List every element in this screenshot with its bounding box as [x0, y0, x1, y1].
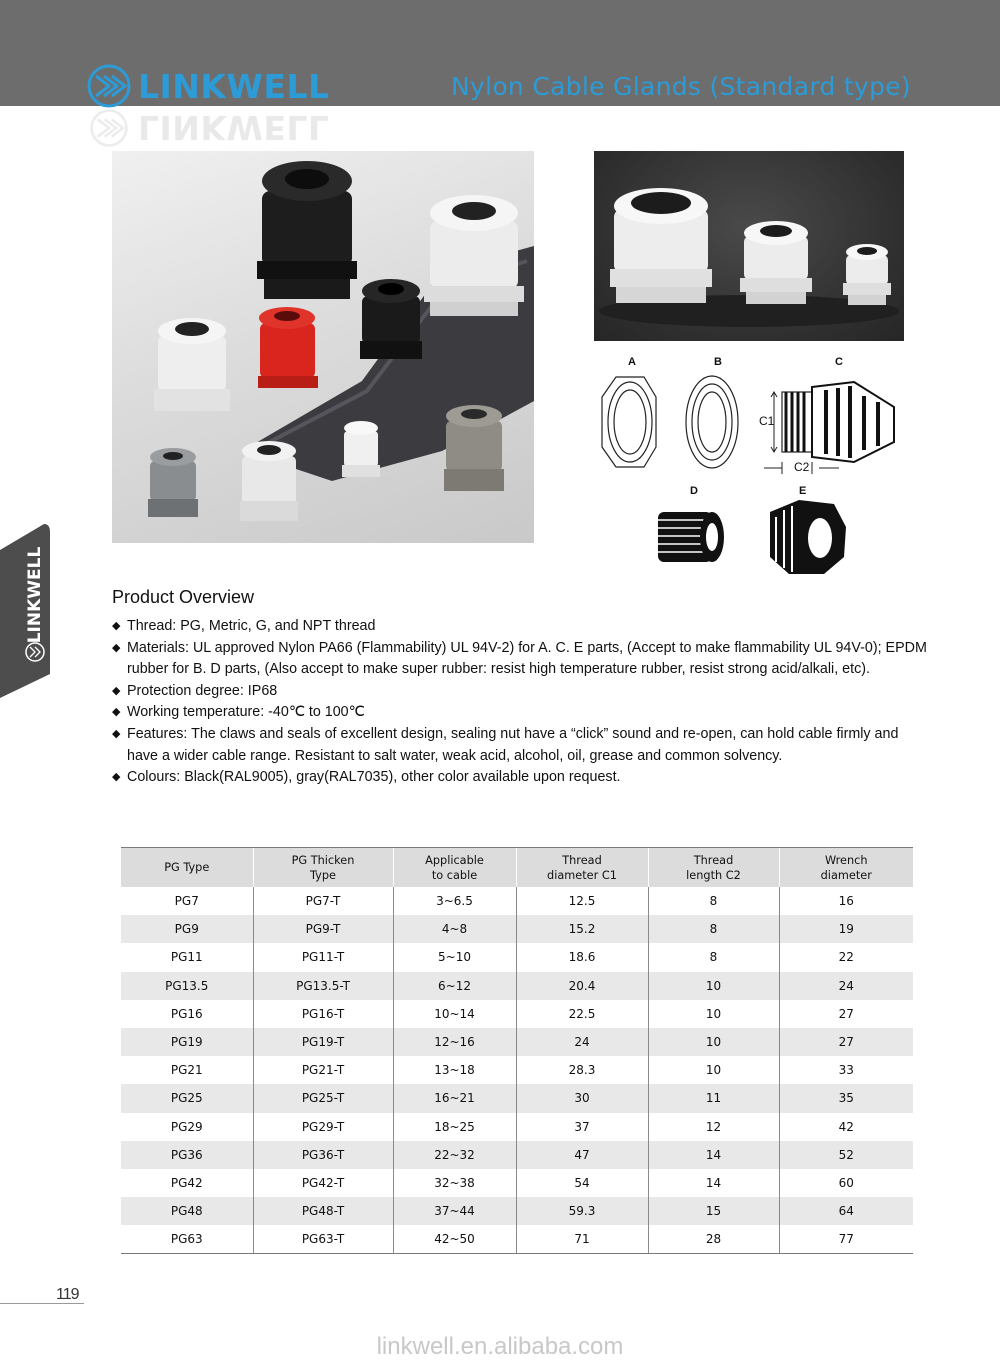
- cell-pg-type: PG21: [170, 1063, 203, 1078]
- cell-wrench-diameter: 27: [779, 1000, 913, 1028]
- table-header-row: [121, 848, 913, 888]
- cell-thread-diameter: 47: [516, 1141, 648, 1169]
- spec-table-body: [121, 887, 913, 1254]
- overview-title: Product Overview: [112, 587, 255, 607]
- cell-pg-type: PG19: [121, 1028, 253, 1056]
- cell-thread-length: 8: [648, 943, 779, 971]
- cell-pg-thicken-type: PG29-T: [253, 1113, 393, 1141]
- table-row: [121, 1225, 913, 1254]
- cell-pg-thicken-type: PG16-T: [253, 1000, 393, 1028]
- diagram-label-a: A: [628, 356, 636, 368]
- parts-diagram: [594, 352, 914, 582]
- cell-thread-length: 12: [648, 1113, 779, 1141]
- table-row: [121, 1028, 913, 1056]
- cell-pg-thicken-type: PG21-T: [253, 1056, 393, 1084]
- cell-pg-type: PG16: [170, 1006, 203, 1021]
- cell-applicable-cable: 18~25: [393, 1113, 516, 1141]
- dimension-c1-label: C1: [759, 414, 775, 428]
- cell-wrench-diameter: 35: [779, 1084, 913, 1112]
- cell-applicable-cable: 13~18: [393, 1056, 516, 1084]
- table-row: [121, 943, 913, 971]
- cell-pg-type: PG25: [121, 1084, 253, 1112]
- diagram-label-e: E: [799, 485, 807, 497]
- cell-pg-type: PG13.5: [121, 972, 253, 1000]
- cell-applicable-cable: 4~8: [393, 915, 516, 943]
- cell-thread-diameter: 54: [516, 1169, 648, 1197]
- cell-pg-thicken-type: PG13.5-T: [253, 972, 393, 1000]
- product-photo-white-glands: [594, 151, 904, 341]
- cell-wrench-diameter: 64: [779, 1197, 913, 1225]
- table-row: [121, 1084, 913, 1112]
- cell-pg-thicken-type: PG19-T: [253, 1028, 393, 1056]
- table-row: [121, 1169, 913, 1197]
- part-a-locknut-drawing: [602, 377, 656, 467]
- cell-pg-type: PG36: [121, 1141, 253, 1169]
- cell-thread-diameter: 15.2: [516, 915, 648, 943]
- brand-logo-reflection: [86, 108, 330, 148]
- cell-wrench-diameter: 24: [779, 972, 913, 1000]
- cell-wrench-diameter: 33: [779, 1056, 913, 1084]
- cell-applicable-cable: 10~14: [393, 1000, 516, 1028]
- col-header-pg-type: PG Type: [121, 848, 253, 888]
- table-row: [121, 1000, 913, 1028]
- table-row: [121, 1056, 913, 1084]
- overview-list: [112, 616, 932, 789]
- cell-applicable-cable: 32~38: [393, 1169, 516, 1197]
- cell-thread-length: 14: [648, 1141, 779, 1169]
- cell-thread-length: 11: [648, 1084, 779, 1112]
- page-number: 119: [56, 1286, 79, 1303]
- cell-pg-thicken-type: PG9-T: [253, 915, 393, 943]
- table-row: [121, 1141, 913, 1169]
- overview-item-temperature: ◆ Working temperature: -40℃ to 100℃: [112, 702, 932, 724]
- cell-wrench-diameter: 19: [779, 915, 913, 943]
- cell-pg-thicken-type: PG48-T: [253, 1197, 393, 1225]
- brand-logo: [86, 62, 330, 110]
- footer-url: linkwell.en.alibaba.com: [376, 1333, 624, 1360]
- col-header-thread-length: Thread length C2: [648, 848, 779, 888]
- brand-name-reflection: LINKWELL: [138, 108, 330, 148]
- page-title: Nylon Cable Glands (Standard type): [450, 72, 911, 101]
- table-row: [121, 915, 913, 943]
- cell-thread-length: 10: [648, 1000, 779, 1028]
- cell-thread-diameter: 24: [516, 1028, 648, 1056]
- cell-thread-length: 8: [648, 915, 779, 943]
- cell-thread-diameter: 18.6: [516, 943, 648, 971]
- overview-item-thread: ◆ Thread: PG, Metric, G, and NPT thread: [112, 616, 932, 638]
- cell-wrench-diameter: 60: [779, 1169, 913, 1197]
- cell-pg-type: PG9: [121, 915, 253, 943]
- cell-thread-diameter: 12.5: [516, 887, 648, 915]
- product-photo-assortment: [112, 151, 534, 543]
- cell-pg-type: PG7: [174, 894, 199, 909]
- spec-table: [121, 847, 913, 1254]
- cell-thread-length: 15: [648, 1197, 779, 1225]
- overview-item-colours: ◆ Colours: Black(RAL9005), gray(RAL7035), other color available upon request.: [112, 767, 932, 789]
- cell-thread-diameter: 37: [516, 1113, 648, 1141]
- cell-thread-length: 10: [648, 1056, 779, 1084]
- overview-item-materials: ◆ Materials: UL approved Nylon PA66 (Flammability) UL 94V-2) for A. C. E parts, (Accept to make flammability UL 94V-0); EPDM rubber for B. D parts, (Also accept to make super rubber: resist high temperature rubber, resist strong acid/alkali, etc).: [112, 638, 932, 681]
- cell-thread-length: 10: [648, 1028, 779, 1056]
- table-row: [121, 1197, 913, 1225]
- diagram-label-d: D: [690, 485, 698, 497]
- cell-pg-thicken-type: PG36-T: [253, 1141, 393, 1169]
- cell-pg-thicken-type: PG7-T: [253, 887, 393, 915]
- linkwell-logo-icon: [86, 63, 132, 109]
- dimension-c2-label: C2: [794, 460, 810, 474]
- cell-wrench-diameter: 42: [779, 1113, 913, 1141]
- part-e-capnut-drawing: [770, 500, 846, 574]
- part-c-body-drawing: [764, 382, 894, 474]
- cell-pg-thicken-type: PG11-T: [253, 943, 393, 971]
- brand-name: LINKWELL: [138, 66, 330, 106]
- cell-thread-length: 10: [648, 972, 779, 1000]
- cell-applicable-cable: 37~44: [393, 1197, 516, 1225]
- cell-wrench-diameter: 16: [779, 887, 913, 915]
- side-tab-label: LINKWELL: [25, 546, 45, 644]
- page-number-rule: [0, 1303, 84, 1304]
- cell-applicable-cable: 42~50: [393, 1225, 516, 1254]
- part-d-insert-drawing: [658, 512, 724, 562]
- col-header-applicable-cable: Applicable to cable: [393, 848, 516, 888]
- cell-applicable-cable: 12~16: [393, 1028, 516, 1056]
- table-row: [121, 1113, 913, 1141]
- cell-wrench-diameter: 77: [779, 1225, 913, 1254]
- cell-wrench-diameter: 22: [779, 943, 913, 971]
- cell-pg-type: PG48: [121, 1197, 253, 1225]
- diagram-label-c: C: [835, 356, 843, 368]
- cell-pg-thicken-type: PG63-T: [253, 1225, 393, 1254]
- cell-pg-type: PG42: [170, 1175, 203, 1190]
- table-row: [121, 887, 913, 915]
- cell-wrench-diameter: 52: [779, 1141, 913, 1169]
- overview-item-protection: ◆ Protection degree: IP68: [112, 681, 932, 703]
- table-row: [121, 972, 913, 1000]
- cell-thread-diameter: 71: [516, 1225, 648, 1254]
- cell-thread-diameter: 20.4: [516, 972, 648, 1000]
- cell-applicable-cable: 16~21: [393, 1084, 516, 1112]
- col-header-thread-diameter: Thread diameter C1: [516, 848, 648, 888]
- cell-thread-length: 28: [648, 1225, 779, 1254]
- col-header-pg-thicken-type: PG Thicken Type: [253, 848, 393, 888]
- part-b-seal-drawing: [686, 376, 738, 468]
- overview-item-features: ◆ Features: The claws and seals of excellent design, sealing nut have a “click” sound and re-open, can hold cable firmly and have a wider cable range. Resistant to salt water, weak acid, alcohol, oil, grease and common solvency.: [112, 724, 932, 767]
- cell-pg-type: PG63: [121, 1225, 253, 1254]
- cell-wrench-diameter: 27: [779, 1028, 913, 1056]
- cell-thread-diameter: 30: [516, 1084, 648, 1112]
- cell-thread-length: 8: [648, 887, 779, 915]
- cell-pg-thicken-type: PG42-T: [253, 1169, 393, 1197]
- cell-applicable-cable: 5~10: [393, 943, 516, 971]
- cell-pg-type: PG11: [170, 950, 203, 965]
- cell-applicable-cable: 3~6.5: [393, 887, 516, 915]
- cell-thread-diameter: 28.3: [516, 1056, 648, 1084]
- cell-thread-length: 14: [648, 1169, 779, 1197]
- cell-applicable-cable: 6~12: [393, 972, 516, 1000]
- cell-pg-thicken-type: PG25-T: [253, 1084, 393, 1112]
- cell-thread-diameter: 59.3: [516, 1197, 648, 1225]
- cell-applicable-cable: 22~32: [393, 1141, 516, 1169]
- diagram-label-b: B: [714, 356, 722, 368]
- cell-pg-type: PG29: [170, 1119, 203, 1134]
- cell-thread-diameter: 22.5: [516, 1000, 648, 1028]
- col-header-wrench-diameter: Wrench diameter: [779, 848, 913, 888]
